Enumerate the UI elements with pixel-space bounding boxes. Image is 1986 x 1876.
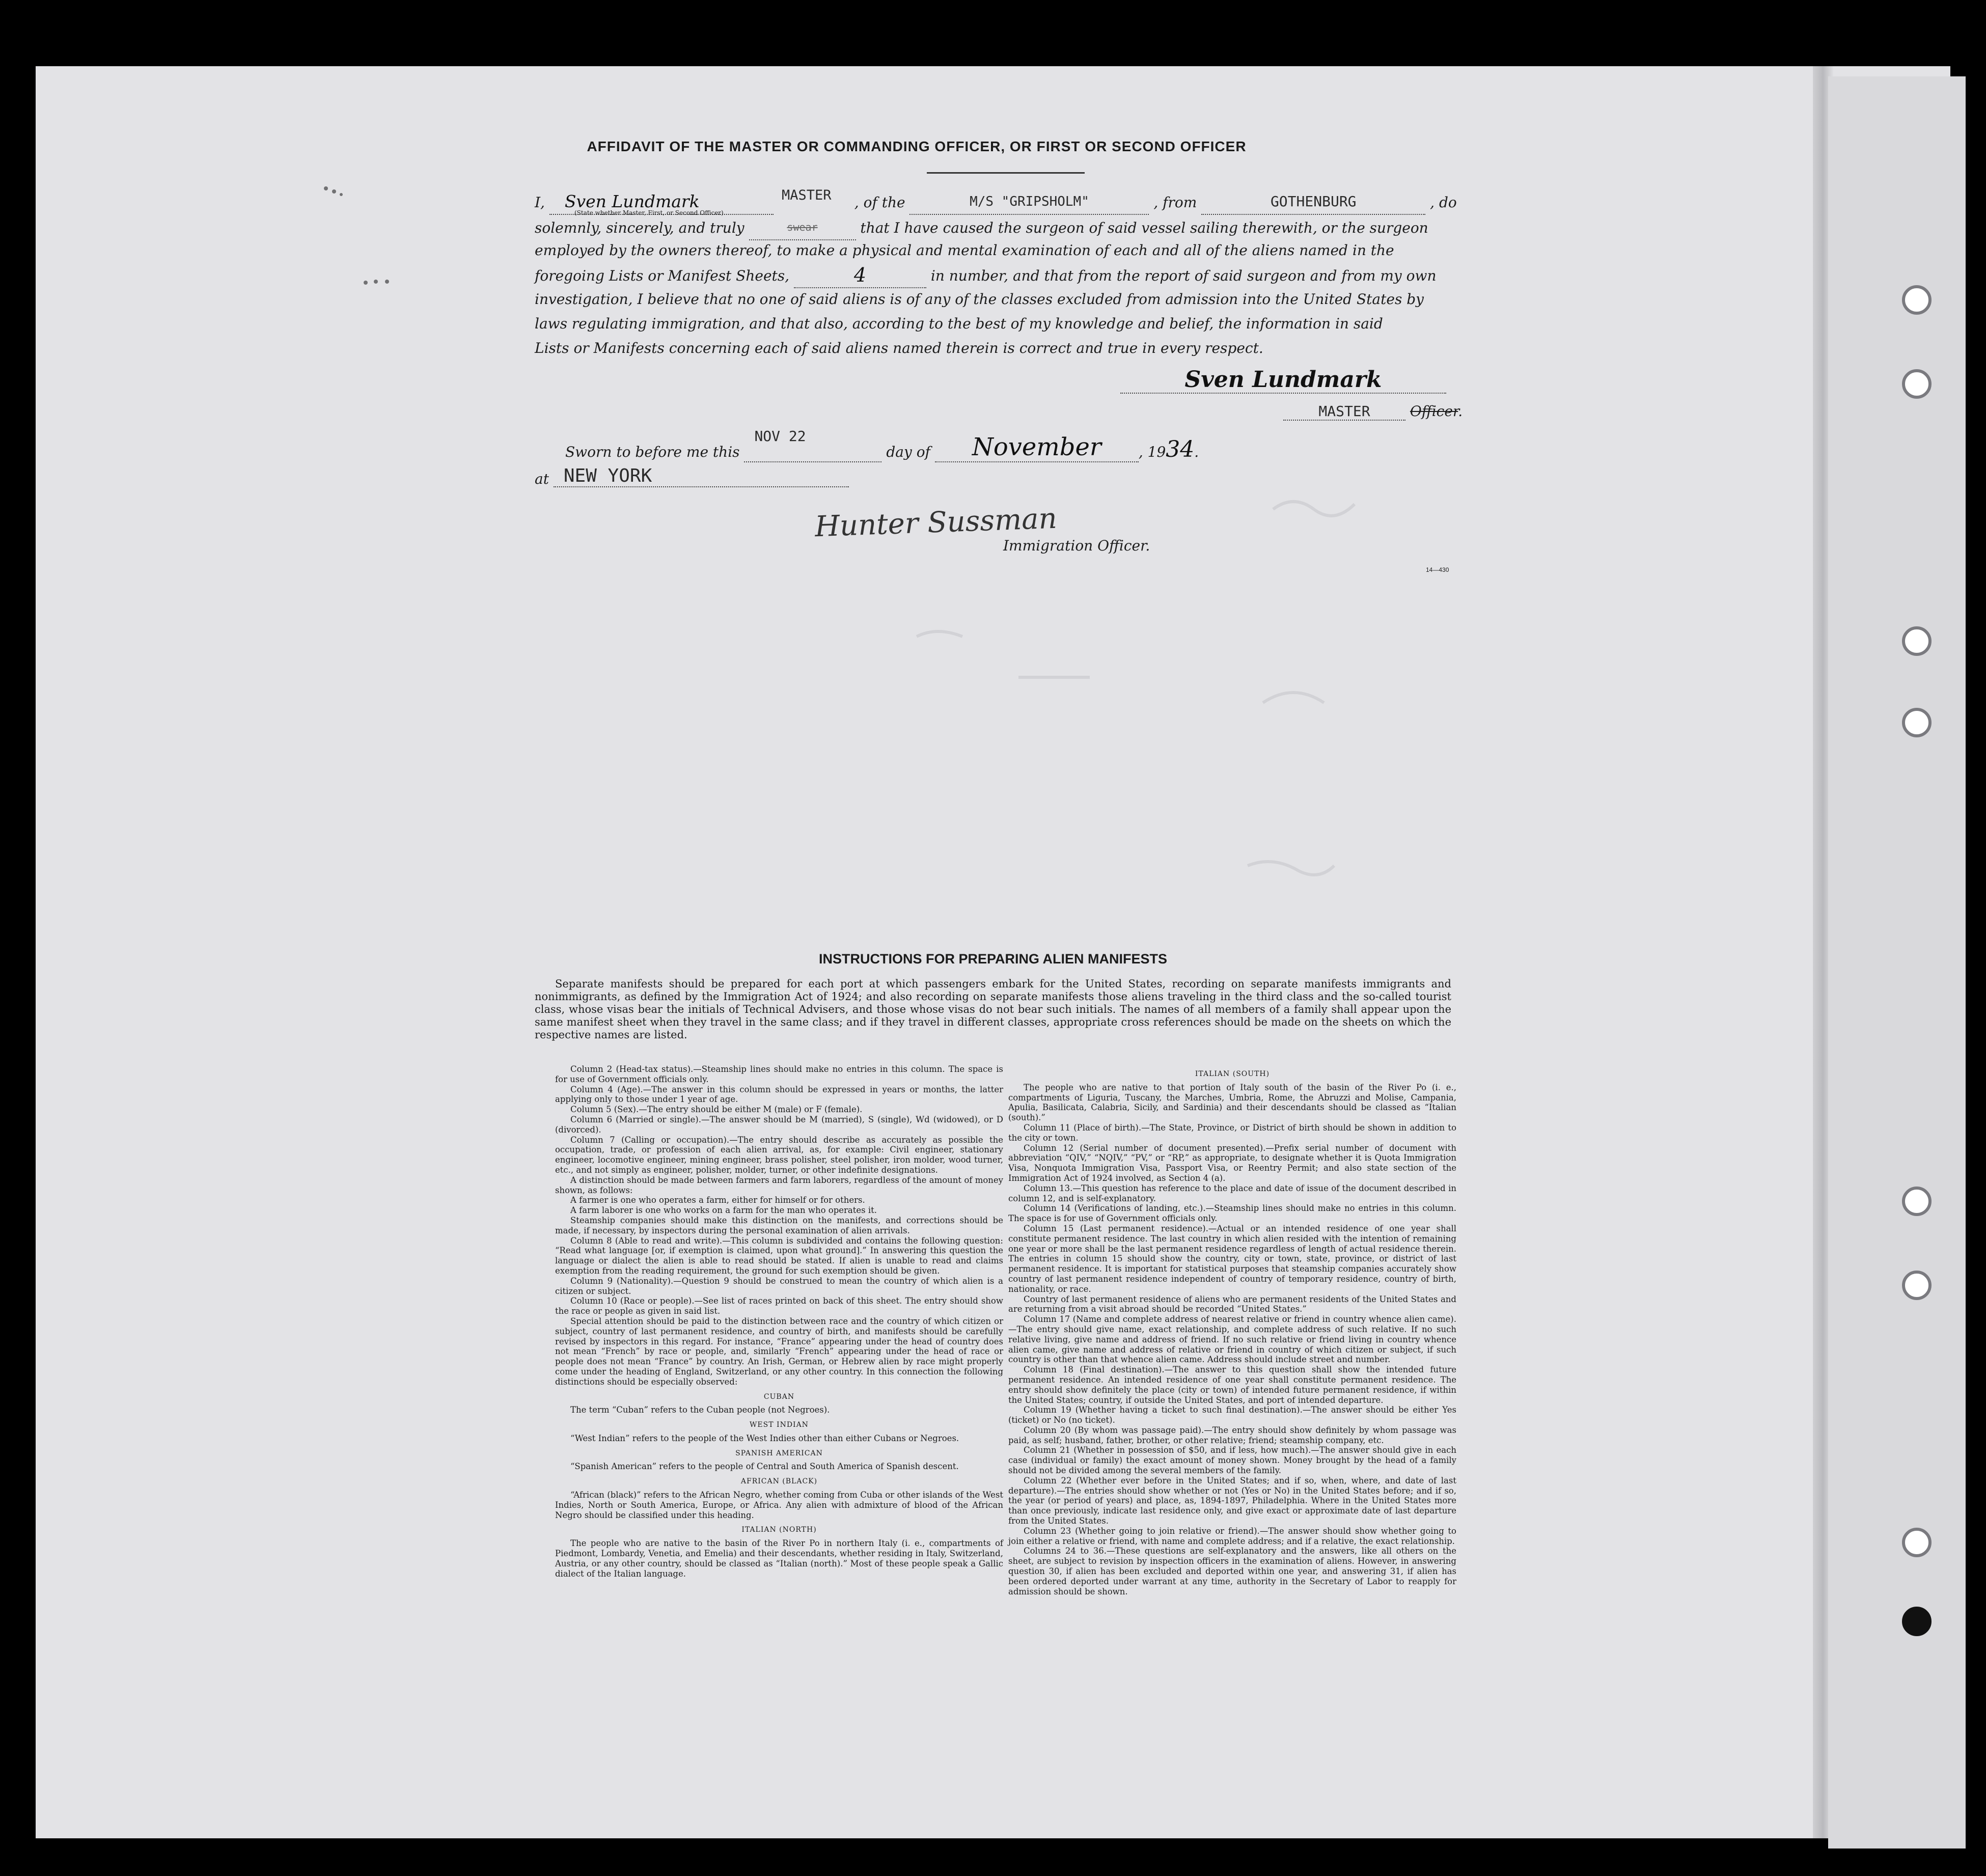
section-heading: ITALIAN (NORTH) <box>741 1526 817 1534</box>
master-signature-block: Sven Lundmark MASTER Officer. <box>1120 367 1477 421</box>
sworn-block: Sworn to before me this NOV 22 day of November , 1934. at NEW YORK <box>535 428 1199 487</box>
instruction-paragraph: Column 14 (Verifications of landing, etc.).—Steamship lines should make no entries in this column. The space is for use of Government officials only. <box>1008 1203 1456 1224</box>
instruction-paragraph: Column 18 (Final destination).—The answer to this question shall show the intended future permanent residence. An intended residence of one year shall constitute permanent residence. The entry should show definitely the place (city or town) of intended future permanent residence, if within the United States; country, if outside the United States, and port of intended departure. <box>1008 1365 1456 1405</box>
instruction-paragraph: The people who are native to the basin of the River Po in northern Italy (i. e., compartments of Piedmont, Lombardy, Venetia, and Emelia) and their descendants, whether residing in Italy, Switzerland, Austria, or any other country, should be classed as “Italian (north).” Most of these people speak a Gallic dialect of the Italian language. <box>555 1538 1003 1579</box>
instruction-paragraph: Column 22 (Whether ever before in the United States; and if so, when, where, and date of last departure).—The entries should show whether or not (Yes or No) in the United States before; and if so, the year (or period of years) and place, as, 1894-1897, Philadelphia. Where in the United States more than once previously, indicate last residence only, and give exact or approximate date of last departure from the United States. <box>1008 1475 1456 1526</box>
title-rule <box>927 172 1085 174</box>
affidavit-title: AFFIDAVIT OF THE MASTER OR COMMANDING OFFICER, OR FIRST OR SECOND OFFICER <box>587 139 1247 154</box>
vessel-name: M/S "GRIPSHOLM" <box>909 189 1149 215</box>
instruction-paragraph: Column 20 (By whom was passage paid).—The entry should show definitely by whom passage was paid, as self; husband, father, brother, or other relative; friend; steamship company, etc. <box>1008 1425 1456 1445</box>
instruction-paragraph: Column 4 (Age).—The answer in this column should be expressed in years or months, the latter applying only to those under 1 year of age. <box>555 1084 1003 1105</box>
swear-word: swear <box>787 221 818 233</box>
instruction-paragraph: Steamship companies should make this distinction on the manifests, and corrections should be made, if necessary, by inspectors during the personal examination of alien arrivals. <box>555 1215 1003 1235</box>
sheets-count: 4 <box>794 263 926 288</box>
sworn-date-stamp: NOV 22 <box>754 428 806 445</box>
affidavit-i: I, <box>535 194 545 211</box>
instruction-paragraph: Column 21 (Whether in possession of $50, and if less, how much).—The answer should give in each case (individual or family) the exact amount of money shown. Money brought by the head of a family should not be divided among the several members of the family. <box>1008 1445 1456 1476</box>
rank-note: (State whether Master, First, or Second Officer) <box>574 209 724 216</box>
instruction-paragraph: A farm laborer is one who works on a farm for the man who operates it. <box>570 1205 877 1216</box>
solemnly-text: solemnly, sincerely, and truly <box>535 219 744 236</box>
instruction-paragraph: Column 19 (Whether having a ticket to such final destination).—The answer should be either Yes (ticket) or No (no ticket). <box>1008 1405 1456 1425</box>
section-heading: AFRICAN (BLACK) <box>740 1477 818 1486</box>
instruction-paragraph: “Spanish American” refers to the people of Central and South America of Spanish descent. <box>570 1461 959 1472</box>
instruction-paragraph: Country of last permanent residence of aliens who are permanent residents of the United States and are returning from a visit abroad should be recorded “United States.” <box>1008 1294 1456 1314</box>
section-heading: ITALIAN (SOUTH) <box>1195 1070 1270 1078</box>
instruction-paragraph: A distinction should be made between farmers and farm laborers, regardless of the amount of money shown, as follows: <box>555 1175 1003 1195</box>
instruction-paragraph: The people who are native to that portion of Italy south of the basin of the River Po (i. e., compartments of Liguria, Tuscany, the Marches, Umbria, Rome, the Abruzzi and Molise, Campania, Apulia, Basilicata, Calabria, Sicily, and Sardinia) and their descendants should be classed as “Italian (south).” <box>1008 1082 1456 1123</box>
instructions-intro: Separate manifests should be prepared for each port at which passengers embark for the United States, recording on separate manifests immigrants and nonimmigrants, as defined by the Immigration Act of 1924; and also recording on separate manifests those aliens traveling in the third class and the so-called tourist class, whose visas bear the initials of Technical Advisers, and those whose visas do not bear such initials. The names of all members of a family shall appear upon the same manifest sheet when they travel in the same class; and if they travel in different classes, appropriate cross references should be made on the sheets on which the respective names are listed. <box>535 978 1451 1041</box>
instruction-paragraph: Column 9 (Nationality).—Question 9 should be construed to mean the country of which alien is a citizen or subject. <box>555 1276 1003 1296</box>
instruction-paragraph: Column 10 (Race or people).—See list of races printed on back of this sheet. The entry should show the race or people as given in said list. <box>555 1296 1003 1316</box>
instruction-paragraph: “West Indian” refers to the people of the West Indies other than either Cubans or Negroes. <box>570 1433 959 1443</box>
instruction-paragraph: Column 13.—This question has reference to the place and date of issue of the document described in column 12, and is self-explanatory. <box>1008 1183 1456 1203</box>
instructions-title: INSTRUCTIONS FOR PREPARING ALIEN MANIFESTS <box>818 951 1168 967</box>
instruction-paragraph: Column 11 (Place of birth).—The State, Province, or District of birth should be shown in addition to the city or town. <box>1008 1122 1456 1143</box>
section-heading: CUBAN <box>763 1392 795 1401</box>
affidavit-line4a: foregoing Lists or Manifest Sheets, <box>535 267 790 284</box>
affidavit-line2: that I have caused the surgeon of said vessel sailing therewith, or the surgeon <box>860 219 1428 236</box>
instruction-paragraph: Column 15 (Last permanent residence).—Actual or an intended residence of one year shall constitute permanent residence. The last country in which alien resided with the intention of remaining one year or more shall be the last permanent residence regardless of length of actual residence therein. The entries in column 15 should show the country, city or town, state, province, or district of last permanent residence. It is important for statistical purposes that steamship companies accurately show country of last permanent residence independent of country of temporary residence, country of birth, nationality, or race. <box>1008 1223 1456 1294</box>
instructions-right-column <box>1008 1064 1456 1596</box>
signer-title: MASTER <box>1283 403 1405 421</box>
affidavit-line4b: in number, and that from the report of said surgeon and from my own <box>930 267 1437 284</box>
affidavit-line3: employed by the owners thereof, to make a physical and mental examination of each and all of the aliens named in the <box>535 242 1394 259</box>
instruction-paragraph: Column 6 (Married or single).—The answer should be M (married), S (single), Wd (widowed), or D (divorced). <box>555 1114 1003 1135</box>
instruction-paragraph: Column 5 (Sex).—The entry should be either M (male) or F (female). <box>570 1105 863 1115</box>
instruction-paragraph: Column 7 (Calling or occupation).—The entry should describe as accurately as possible the occupation, trade, or profession of each alien arrival, as, for example: Civil engineer, stationary engineer, locomotive engineer, mining engineer, brass polisher, steel polisher, iron molder, wood turner, etc., and not simply as engineer, polisher, molder, turner, or other indefinite designations. <box>555 1135 1003 1175</box>
from-text: , from <box>1153 194 1197 211</box>
year-prefix: , 19 <box>1138 444 1166 460</box>
officer-signature: Hunter Sussman <box>814 502 1058 544</box>
affidavit-line5: investigation, I believe that no one of said aliens is of any of the classes excluded from admission into the United States by <box>535 291 1424 308</box>
affidavit-line6: laws regulating immigration, and that also, according to the best of my knowledge and belief, the information in said <box>535 315 1383 332</box>
sworn-month: November <box>935 433 1139 462</box>
day-of-text: day of <box>886 444 930 460</box>
instruction-paragraph: “African (black)” refers to the African Negro, whether coming from Cuba or other islands of the West Indies, North or South America, Europe, or Africa. Any alien with admixture of blood of the African Negro should be classified under this heading. <box>555 1490 1003 1520</box>
instruction-paragraph: Column 8 (Able to read and write).—This column is subdivided and contains the following question: “Read what language [or, if exemption is claimed, upon what ground].” In answering this question the language or dialect the alien is able to read should be stated. If alien is unable to read and claims exemption from the reading requirement, the ground for such exemption should be given. <box>555 1235 1003 1276</box>
port-name: GOTHENBURG <box>1201 189 1425 215</box>
year-suffix: 34 <box>1166 436 1195 462</box>
instruction-paragraph: Columns 24 to 36.—These questions are self-explanatory and the answers, like all others on the sheet, are subject to revision by inspection officers in the examination of aliens. However, in answering question 30, if alien has been excluded and deported within one year, and answering 31, if alien has been ordered deported under warrant at any time, authority in the Secretary of Labor to reapply for admission should be shown. <box>1008 1546 1456 1596</box>
rank-stamp: MASTER <box>782 187 832 203</box>
officer-title: Immigration Officer. <box>1003 537 1150 554</box>
form-code: 14—430 <box>1426 566 1449 573</box>
officer-signature-block <box>815 504 1171 554</box>
instruction-paragraph: Column 17 (Name and complete address of nearest relative or friend in country whence alien came).—The entry should give name, exact relationship, and complete address of such relative. If no such relative living, give name and address of friend. If no such relative or friend living in country whence alien came, give name and address of relative or friend in country of which citizen or subject, if such country is other than that whence alien came. Address should include street and number. <box>1008 1314 1456 1365</box>
sworn-place: NEW YORK <box>554 465 849 487</box>
instructions-left-column <box>555 1064 1003 1579</box>
do-text: , do <box>1430 194 1457 211</box>
instruction-paragraph: Column 2 (Head-tax status).—Steamship lines should make no entries in this column. The space is for use of Government officials only. <box>555 1064 1003 1084</box>
master-signature: Sven Lundmark <box>1120 367 1446 394</box>
master-name: Sven Lundmark <box>549 189 774 215</box>
of-the-text: , of the <box>854 194 905 211</box>
affidavit-body <box>535 189 1477 361</box>
section-heading: SPANISH AMERICAN <box>735 1449 823 1457</box>
instruction-paragraph: The term “Cuban” refers to the Cuban people (not Negroes). <box>570 1405 830 1415</box>
instruction-paragraph: Column 23 (Whether going to join relative or friend).—The answer should show whether going to join either a relative or friend, with name and complete address; and if a relative, the exact relationship. <box>1008 1526 1456 1546</box>
instruction-paragraph: Special attention should be paid to the distinction between race and the country of which citizen or subject, country of last permanent residence, and country of birth, and manifests should be carefully revised by inspectors in this regard. For instance, “France” appearing under the head of country does not mean “French” by race or people, and, similarly “French” appearing under the head of race or people does not mean “France” by country. An Irish, German, or Hebrew alien by race might properly come under the heading of England, Switzerland, or any other country. In this connection the following distinctions should be especially observed: <box>555 1316 1003 1387</box>
section-heading: WEST INDIAN <box>750 1421 809 1429</box>
instruction-paragraph: Column 12 (Serial number of document presented).—Prefix serial number of document with abbreviation “QIV,” “NQIV,” “PV,” or “RP,” as appropriate, to designate whether it is Quota Immigration Visa, Nonquota Immigration Visa, Passport Visa, or Reentry Permit; and also state section of the Immigration Act of 1924 involved, as Section 4 (a). <box>1008 1143 1456 1183</box>
at-text: at <box>535 471 549 487</box>
struck-officer: Officer <box>1410 403 1458 420</box>
instruction-paragraph: A farmer is one who operates a farm, either for himself or for others. <box>570 1195 865 1205</box>
sworn-text: Sworn to before me this <box>565 444 740 460</box>
affidavit-line7: Lists or Manifests concerning each of said aliens named therein is correct and true in every respect. <box>535 340 1263 356</box>
